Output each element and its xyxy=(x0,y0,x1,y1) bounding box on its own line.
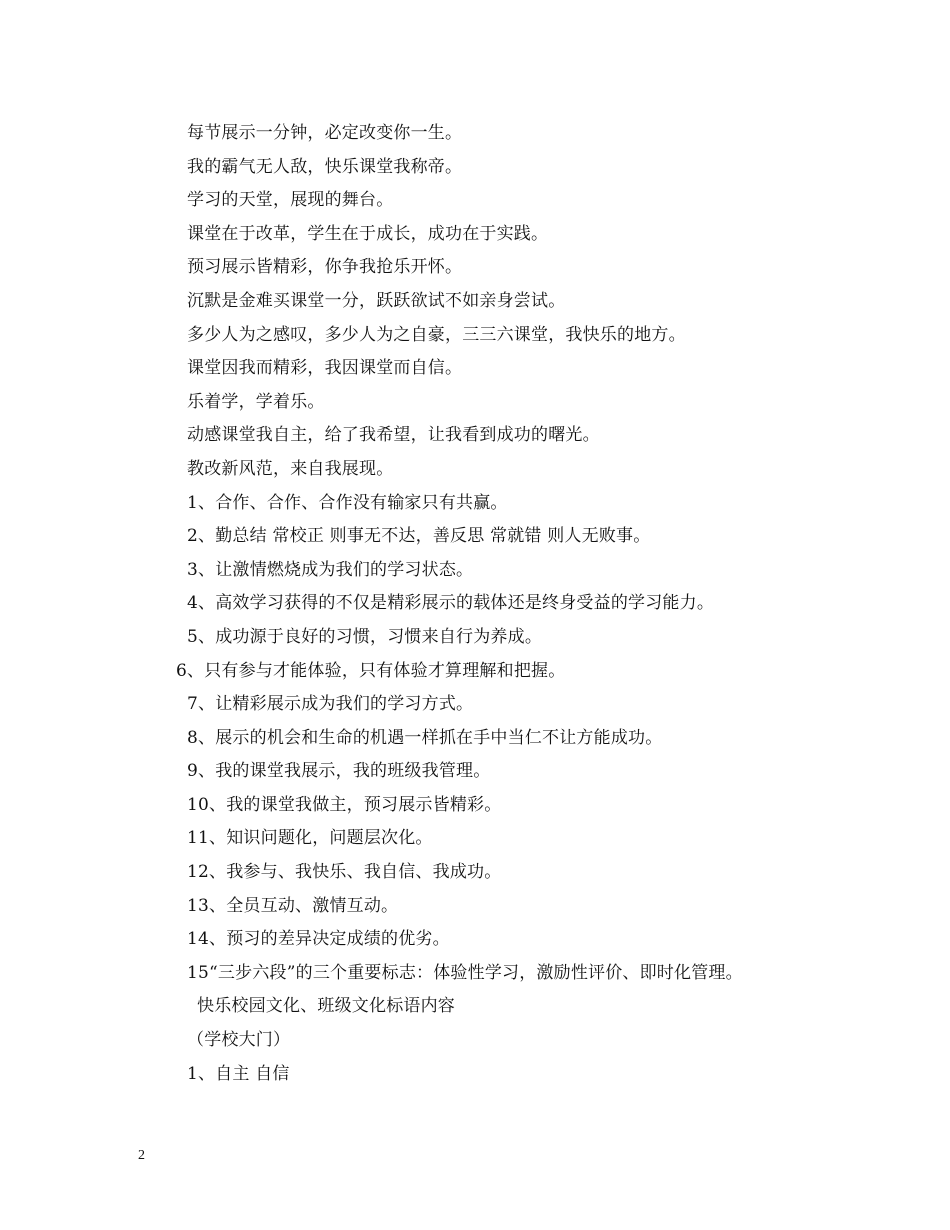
list-item: 1、合作、合作、合作没有输家只有共赢。 xyxy=(187,492,508,513)
list-item: 11、知识问题化，问题层次化。 xyxy=(187,828,433,849)
text-line: 乐着学，学着乐。 xyxy=(187,391,325,412)
list-item: 5、成功源于良好的习惯，习惯来自行为养成。 xyxy=(187,626,543,647)
page-number: 2 xyxy=(138,1148,145,1163)
list-item: 3、让激情燃烧成为我们的学习状态。 xyxy=(187,559,474,580)
list-item: 9、我的课堂我展示，我的班级我管理。 xyxy=(187,761,491,782)
text-line: 每节展示一分钟，必定改变你一生。 xyxy=(187,123,463,143)
list-item: 7、让精彩展示成为我们的学习方式。 xyxy=(187,694,474,715)
text-line: 学习的天堂，展现的舞台。 xyxy=(187,190,394,211)
text-line: 多少人为之感叹，多少人为之自豪，三三六课堂，我快乐的地方。 xyxy=(187,324,686,345)
section-heading: 快乐校园文化、班级文化标语内容 xyxy=(197,996,455,1017)
section-subheading: （学校大门） xyxy=(187,1030,291,1051)
list-item: 12、我参与、我快乐、我自信、我成功。 xyxy=(187,862,502,883)
list-item: 2、勤总结 常校正 则事无不达，善反思 常就错 则人无败事。 xyxy=(187,526,651,547)
list-item: 13、全员互动、激情互动。 xyxy=(187,895,399,916)
list-item: 1、自主 自信 xyxy=(187,1063,290,1084)
text-body xyxy=(0,117,950,1091)
list-item: 4、高效学习获得的不仅是精彩展示的载体还是终身受益的学习能力。 xyxy=(187,593,715,614)
list-item: 8、展示的机会和生命的机遇一样抓在手中当仁不让方能成功。 xyxy=(187,727,663,748)
text-line: 动感课堂我自主，给了我希望，让我看到成功的曙光。 xyxy=(187,425,600,446)
list-item: 6、只有参与才能体验，只有体验才算理解和把握。 xyxy=(176,660,566,681)
text-line: 沉默是金难买课堂一分，跃跃欲试不如亲身尝试。 xyxy=(187,290,566,311)
text-line: 我的霸气无人敌，快乐课堂我称帝。 xyxy=(187,156,463,177)
text-line: 预习展示皆精彩，你争我抢乐开怀。 xyxy=(187,257,463,278)
list-item: 14、预习的差异决定成绩的优劣。 xyxy=(187,929,450,950)
list-item: 15“三步六段”的三个重要标志：体验性学习，激励性评价、即时化管理。 xyxy=(187,962,743,983)
text-line: 课堂因我而精彩，我因课堂而自信。 xyxy=(187,358,463,379)
text-line: 教改新风范，来自我展现。 xyxy=(187,458,394,479)
list-item: 10、我的课堂我做主，预习展示皆精彩。 xyxy=(187,794,502,815)
text-line: 课堂在于改革，学生在于成长，成功在于实践。 xyxy=(187,223,549,244)
